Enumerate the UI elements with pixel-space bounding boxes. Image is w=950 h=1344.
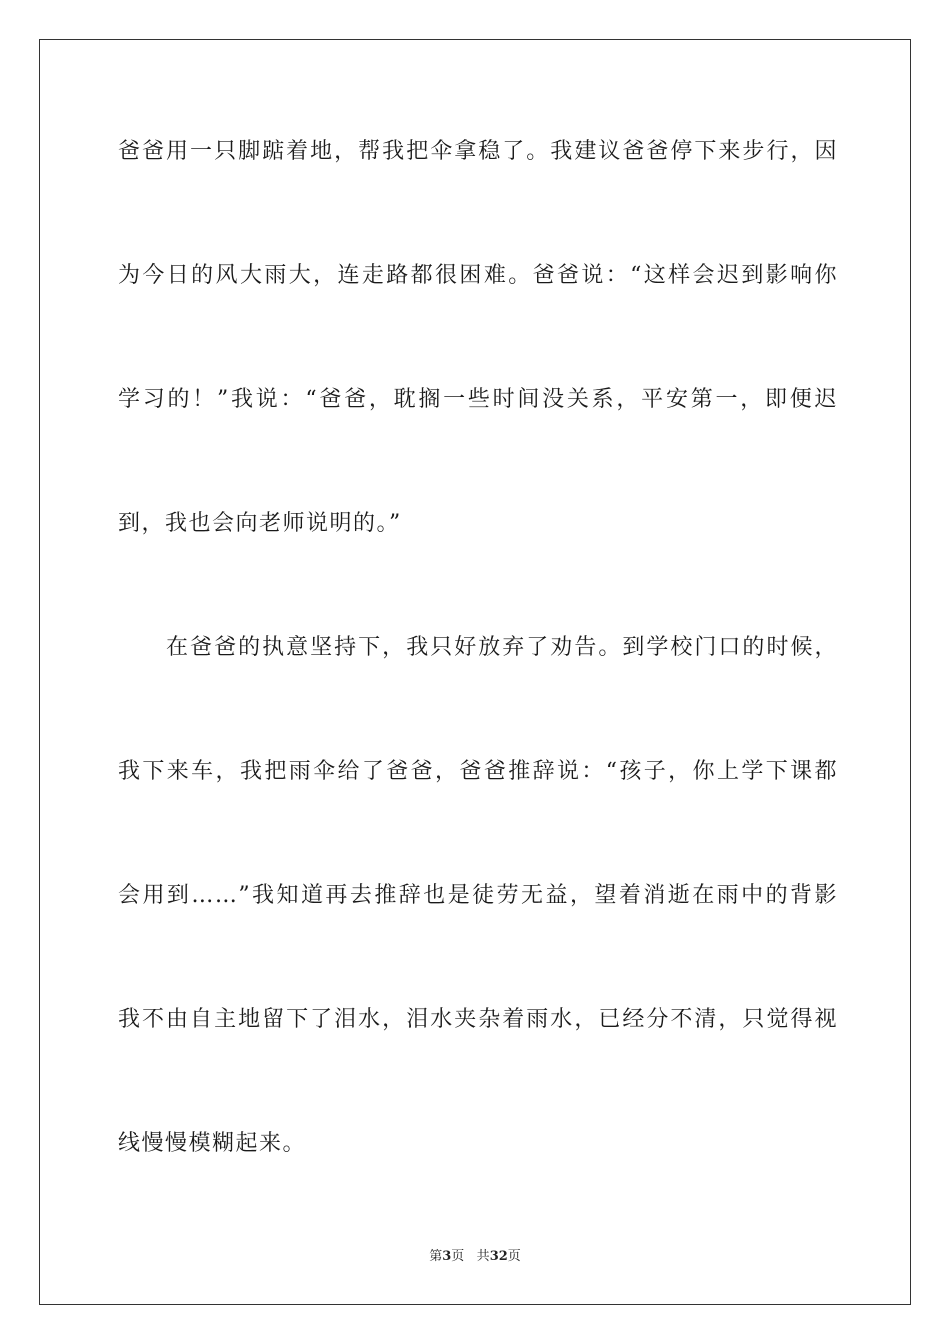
footer-page-number: 3	[442, 1249, 452, 1264]
footer-total-pages: 32	[489, 1249, 508, 1264]
footer-page-suffix: 页	[451, 1249, 465, 1264]
body-line-4: 到，我也会向老师说明的。”	[118, 511, 402, 536]
body-line-5-paragraph-start: 在爸爸的执意坚持下，我只好放弃了劝告。到学校门口的时候，	[118, 635, 838, 660]
body-line-9: 线慢慢模糊起来。	[118, 1131, 307, 1156]
body-line-8: 我不由自主地留下了泪水，泪水夹杂着雨水，已经分不清，只觉得视	[118, 1007, 838, 1032]
page-border	[39, 39, 911, 1305]
body-line-7: 会用到……”我知道再去推辞也是徒劳无益，望着消逝在雨中的背影	[118, 883, 838, 908]
footer-total-suffix: 页	[507, 1249, 521, 1264]
body-line-2: 为今日的风大雨大，连走路都很困难。爸爸说：“这样会迟到影响你	[118, 263, 838, 288]
body-line-6: 我下来车，我把雨伞给了爸爸，爸爸推辞说：“孩子，你上学下课都	[118, 759, 838, 784]
body-line-1: 爸爸用一只脚踮着地，帮我把伞拿稳了。我建议爸爸停下来步行，因	[118, 139, 838, 164]
footer-total-prefix: 共	[476, 1249, 490, 1264]
body-line-3: 学习的！”我说：“爸爸，耽搁一些时间没关系，平安第一，即便迟	[118, 387, 838, 412]
footer-page-prefix: 第	[429, 1249, 443, 1264]
page-footer	[0, 1248, 950, 1266]
